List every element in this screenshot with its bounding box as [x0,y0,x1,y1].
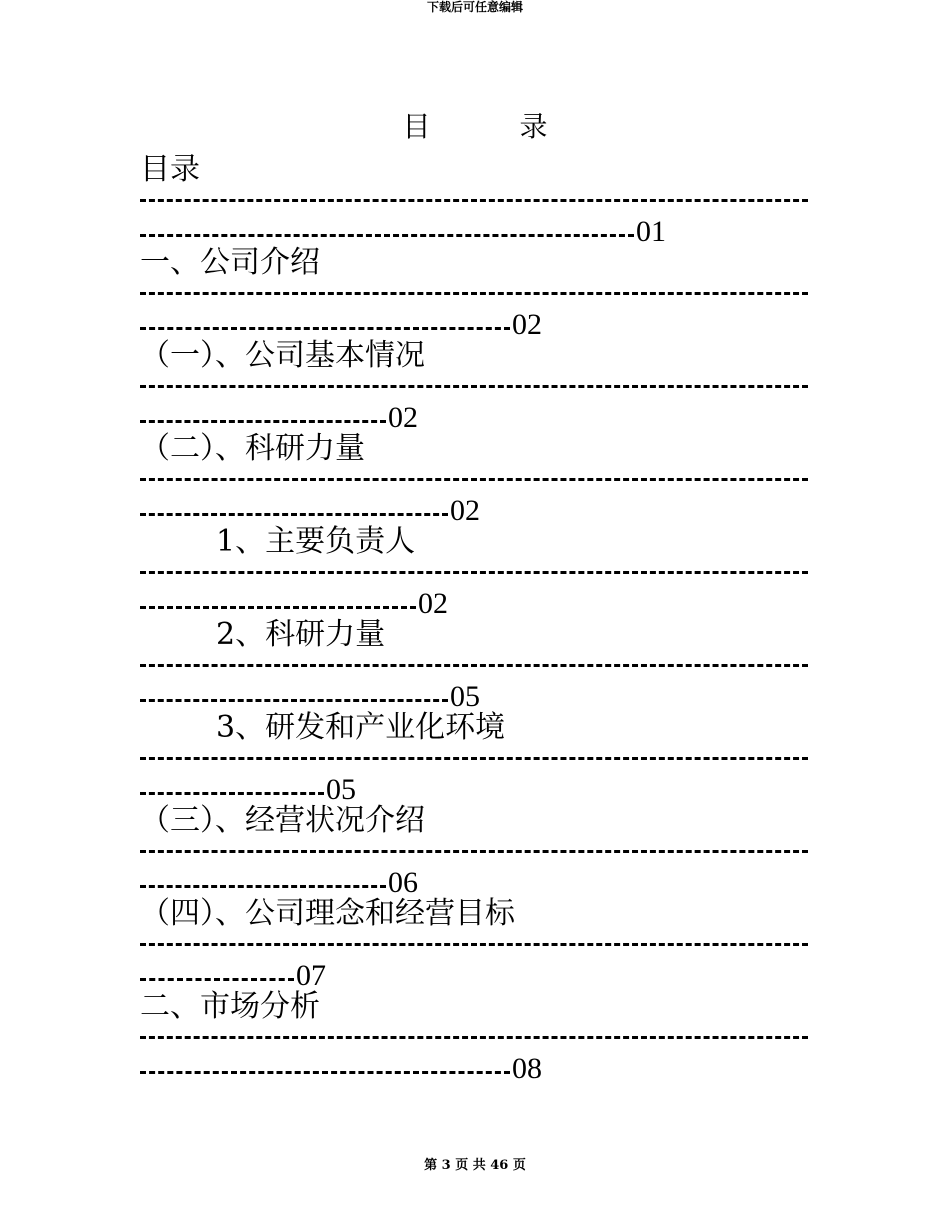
toc-entry[interactable] [140,894,808,987]
dotted-leader [140,943,808,950]
toc-entry[interactable] [140,243,808,336]
page-footer: 第 3 页 共 46 页 [424,1158,526,1173]
toc-entry[interactable] [140,801,808,894]
toc-title: 目 录 [402,110,548,143]
toc-entry-page: 02 [418,587,448,615]
toc-entry-page: 02 [450,494,480,522]
dotted-leader [140,757,808,764]
dotted-leader [140,571,808,578]
toc-list [140,150,808,1080]
toc-entry-page: 07 [296,959,326,987]
toc-entry-page: 06 [388,866,418,894]
toc-entry[interactable] [140,429,808,522]
toc-entry[interactable] [140,336,808,429]
toc-entry-page: 05 [326,773,356,801]
dotted-leader [140,199,808,206]
dotted-leader [140,792,324,799]
dotted-leader [140,850,808,857]
dotted-leader [140,885,386,892]
toc-entry-label: 二、市场分析 [140,989,320,1024]
toc-entry-label: 3、研发和产业化环境 [216,710,506,745]
dotted-leader [140,664,808,671]
toc-entry-label: （四）、公司理念和经营目标 [140,896,515,931]
toc-entry-label: （二）、科研力量 [140,431,365,466]
dotted-leader [140,606,416,613]
page-header: 下载后可任意编辑 [426,0,523,14]
toc-entry-page: 08 [512,1052,542,1080]
dotted-leader [140,234,634,241]
toc-entry-label: （三）、经营状况介绍 [140,803,425,838]
dotted-leader [140,978,294,985]
dotted-leader [140,478,808,485]
toc-entry-page: 02 [512,308,542,336]
toc-entry-label: 1、主要负责人 [216,524,416,559]
dotted-leader [140,385,808,392]
toc-entry-label: 一、公司介绍 [140,245,320,280]
toc-entry-page: 02 [388,401,418,429]
toc-entry[interactable] [140,987,808,1080]
dotted-leader [140,420,386,427]
toc-entry-label: （一）、公司基本情况 [140,338,425,373]
toc-entry-label: 2、科研力量 [216,617,386,652]
toc-entry-label: 目录 [140,152,200,187]
toc-entry[interactable] [140,708,808,801]
dotted-leader [140,292,808,299]
dotted-leader [140,699,448,706]
dotted-leader [140,513,448,520]
toc-entry-page: 05 [450,680,480,708]
dotted-leader [140,1071,510,1078]
toc-entry[interactable] [140,150,808,243]
dotted-leader [140,327,510,334]
toc-entry-page: 01 [636,215,666,243]
dotted-leader [140,1036,808,1043]
toc-entry[interactable] [140,522,808,615]
toc-entry[interactable] [140,615,808,708]
